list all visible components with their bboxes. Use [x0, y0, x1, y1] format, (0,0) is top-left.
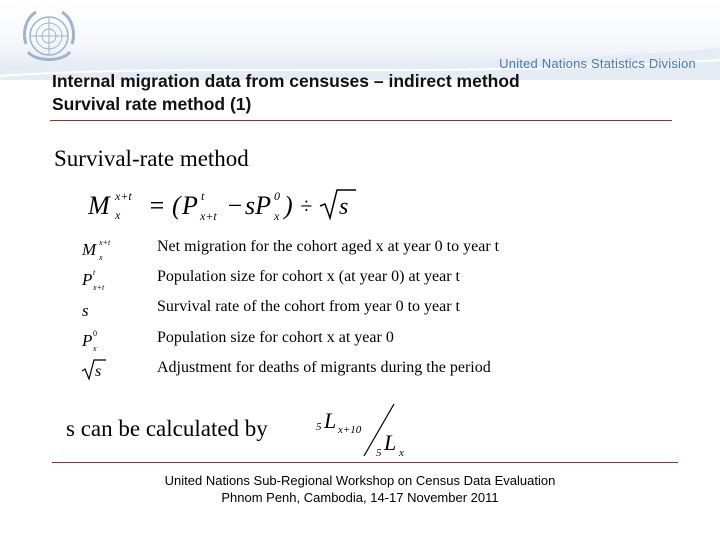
- svg-text:L: L: [384, 430, 397, 455]
- main-formula: [88, 184, 368, 224]
- svg-text:s: s: [82, 301, 89, 320]
- svg-text:x: x: [99, 253, 103, 262]
- svg-text:x: x: [93, 344, 97, 353]
- svg-text:M: M: [88, 191, 110, 220]
- footer-divider: [52, 462, 678, 463]
- svg-text:x+t: x+t: [200, 209, 217, 223]
- title-line-1: Internal migration data from censuses – indirect method: [52, 71, 520, 91]
- division-name: United Nations Statistics Division: [499, 56, 696, 71]
- svg-text:s: s: [95, 363, 102, 380]
- svg-text:x: x: [274, 209, 280, 223]
- svg-text:x+10: x+10: [338, 424, 362, 436]
- svg-text:x: x: [399, 447, 404, 459]
- un-emblem-icon: [14, 6, 84, 70]
- svg-text:P: P: [82, 270, 93, 289]
- svg-text:M: M: [82, 240, 97, 259]
- calc-statement: s can be calculated by: [66, 416, 268, 441]
- definition-population-year-0: Population size for cohort x at year 0: [157, 329, 394, 346]
- symbol-population-year-t: [80, 266, 120, 292]
- svg-text:x+t: x+t: [115, 189, 132, 203]
- title-line-2: Survival rate method (1): [52, 94, 252, 114]
- symbol-survival-rate: [80, 297, 120, 323]
- svg-text:x+t: x+t: [93, 283, 105, 292]
- definition-population-year-t: Population size for cohort x (at year 0) at year t: [157, 268, 460, 285]
- svg-text:P: P: [182, 191, 198, 220]
- page-title: [52, 70, 520, 116]
- survival-ratio-formula: [314, 400, 414, 460]
- svg-text:x: x: [115, 208, 121, 222]
- svg-text:x+t: x+t: [99, 238, 111, 247]
- definition-sqrt-s: Adjustment for deaths of migrants during the period: [157, 359, 491, 376]
- svg-text:s: s: [339, 194, 349, 220]
- definition-survival-rate: Survival rate of the cohort from year 0 to year t: [157, 298, 460, 315]
- svg-text:P: P: [82, 331, 93, 350]
- footer-line-1: United Nations Sub-Regional Workshop on Census Data Evaluation: [164, 473, 556, 488]
- svg-text:(: (: [172, 191, 181, 220]
- svg-text:=: =: [148, 191, 166, 220]
- symbol-sqrt-s: [80, 356, 120, 382]
- svg-text:5: 5: [376, 447, 382, 459]
- svg-text:t: t: [201, 189, 205, 203]
- svg-text:0: 0: [274, 189, 280, 203]
- svg-text:0: 0: [93, 329, 97, 338]
- svg-text:L: L: [324, 408, 337, 433]
- section-heading: Survival-rate method: [54, 146, 249, 171]
- footer-line-2: Phnom Penh, Cambodia, 14-17 November 2011: [221, 490, 499, 505]
- svg-text:5: 5: [316, 421, 322, 433]
- symbol-population-year-0: [80, 327, 120, 353]
- svg-text:sP: sP: [245, 191, 271, 220]
- definition-net-migration: Net migration for the cohort aged x at year 0 to year t: [157, 238, 500, 255]
- title-divider: [50, 120, 672, 121]
- svg-text:÷: ÷: [300, 193, 313, 218]
- svg-text:t: t: [93, 268, 96, 277]
- svg-text:): ): [284, 191, 293, 220]
- svg-text:−: −: [226, 191, 244, 220]
- symbol-net-migration: [80, 236, 120, 262]
